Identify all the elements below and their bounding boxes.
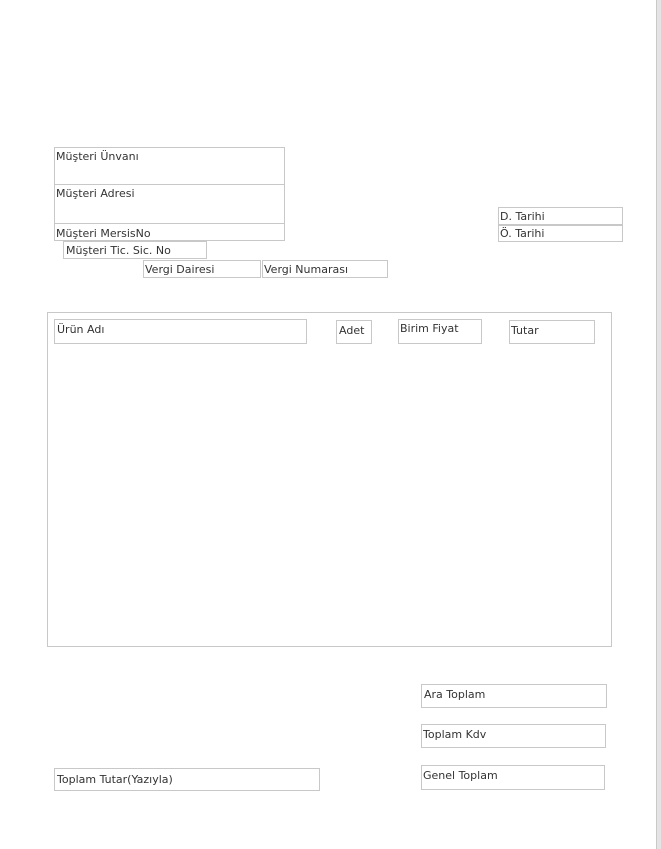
customer-trade-registry-field[interactable] xyxy=(63,241,207,259)
column-header-amount-label: Tutar xyxy=(511,324,539,337)
customer-title-label: Müşteri Ünvanı xyxy=(56,150,139,163)
grand-total-label: Genel Toplam xyxy=(423,769,498,782)
column-header-quantity[interactable] xyxy=(336,320,372,344)
tax-number-label: Vergi Numarası xyxy=(264,263,349,276)
customer-title-field[interactable] xyxy=(54,147,285,185)
amount-in-words-label: Toplam Tutar(Yazıyla) xyxy=(57,773,173,786)
tax-office-label: Vergi Dairesi xyxy=(145,263,215,276)
customer-address-label: Müşteri Adresi xyxy=(56,187,135,200)
document-date-label: D. Tarihi xyxy=(500,210,545,223)
subtotal-field[interactable] xyxy=(421,684,607,708)
due-date-label: Ö. Tarihi xyxy=(500,227,545,240)
grand-total-field[interactable] xyxy=(421,765,605,790)
amount-in-words-field[interactable] xyxy=(54,768,320,791)
column-header-unit-price-label: Birim Fiyat xyxy=(400,322,459,335)
customer-mersis-field[interactable] xyxy=(54,223,285,241)
column-header-product-name[interactable] xyxy=(54,319,307,344)
column-header-amount[interactable] xyxy=(509,320,595,344)
customer-address-field[interactable] xyxy=(54,184,285,224)
page-edge-scrollbar xyxy=(656,0,661,849)
due-date-field[interactable] xyxy=(498,225,623,242)
subtotal-label: Ara Toplam xyxy=(424,688,486,701)
column-header-product-name-label: Ürün Adı xyxy=(57,323,105,336)
items-table xyxy=(47,312,612,647)
column-header-unit-price[interactable] xyxy=(398,319,482,344)
customer-trade-registry-label: Müşteri Tic. Sic. No xyxy=(66,244,171,257)
column-header-quantity-label: Adet xyxy=(339,324,365,337)
customer-mersis-label: Müşteri MersisNo xyxy=(56,227,151,240)
document-date-field[interactable] xyxy=(498,207,623,225)
tax-number-field[interactable] xyxy=(262,260,388,278)
vat-total-label: Toplam Kdv xyxy=(423,728,487,741)
vat-total-field[interactable] xyxy=(421,724,606,748)
tax-office-field[interactable] xyxy=(143,260,261,278)
